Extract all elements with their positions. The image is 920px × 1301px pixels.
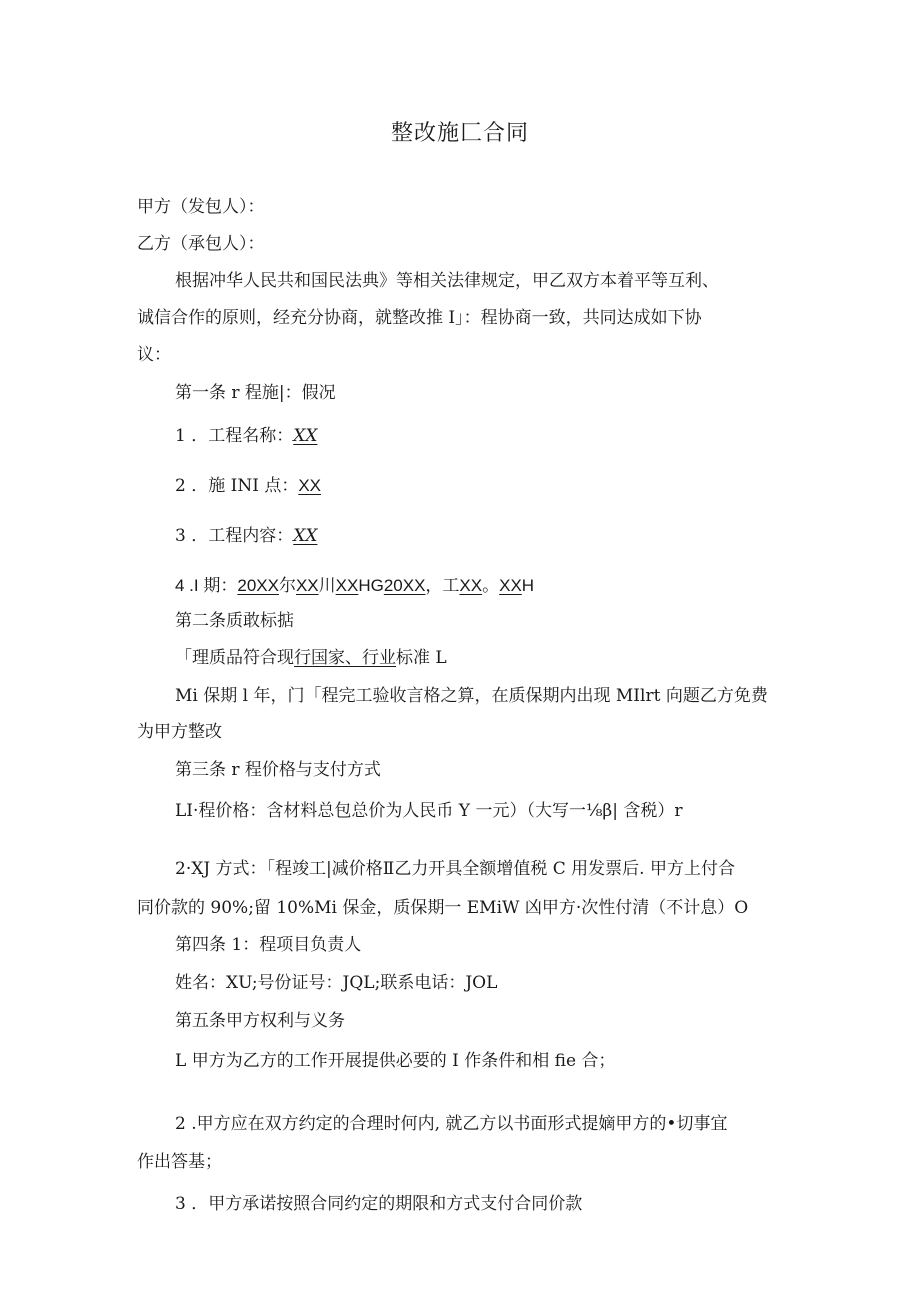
article-5-line-2: 2 .甲方应在双方约定的合理时何内, 就乙方以书面形式提嫡甲方的•切事宜 (175, 1114, 728, 1134)
article-1-heading: 第一条 r 程施|：假况 (175, 383, 336, 403)
article-3-line-1: LI·程价格：含材料总包总价为人民币 Y 一元）（大写一⅛β| 含税）r (175, 801, 683, 821)
party-b-line: 乙方（承包人）： (137, 234, 265, 254)
item-value: XX (293, 526, 318, 546)
article-5-line-3: 作出答基； (137, 1152, 222, 1172)
sep: ，工 (425, 576, 460, 595)
text-segment-underlined: 行国家、行业 (294, 648, 396, 668)
month-start: XX (295, 576, 319, 595)
sep: HG (358, 576, 384, 595)
article-1-item-3 (175, 525, 317, 547)
article-5-line-4: 3 ．甲方承诺按照合同约定的期限和方式支付合同价款 (175, 1194, 583, 1214)
article-3-line-2: 2·XJ 方式：「程竣工|减价格Ⅱ乙力开具全额增值税 C 用发票后. 甲方上付合 (175, 859, 735, 879)
sep: 。 (482, 576, 500, 595)
article-3-heading: 第三条 r 程价格与支付方式 (175, 760, 381, 780)
article-4-line-1: 姓名：XU;号份证号：JQL;联系电话：JOL (175, 973, 498, 993)
year-end: 20XX (383, 576, 426, 595)
item-label: 4 .I 期： (175, 576, 238, 595)
document-title: 整改施匚合同 (390, 121, 529, 146)
sep: H (521, 576, 535, 595)
article-2-line-1 (175, 647, 447, 669)
article-1-item-1 (175, 425, 317, 447)
article-5-heading: 第五条甲方权利与义务 (175, 1011, 345, 1031)
text-segment: 标准 L (396, 648, 447, 668)
article-1-item-4 (175, 575, 534, 597)
article-2-line-3: 为甲方整改 (137, 722, 222, 742)
month-end: XX (459, 576, 483, 595)
sep: 尔 (278, 576, 296, 595)
article-5-line-1: L 甲方为乙方的工作开展提供必要的 I 作条件和相 fie 合； (175, 1051, 616, 1071)
item-label: 3 ．工程内容： (175, 526, 294, 546)
item-label: 2 ．施 INI 点： (175, 476, 299, 496)
party-a-line: 甲方（发包人）： (137, 197, 265, 217)
intro-line-2: 诚信合作的原则，经充分协商，就整改推 I」：程协商一致，共同达成如下协 (137, 308, 702, 328)
text-segment: 「理质品符合现 (175, 648, 294, 668)
sep: 川 (318, 576, 336, 595)
item-value: XX (293, 426, 318, 446)
item-label: 1 ．工程名称： (175, 426, 294, 446)
article-1-item-2 (175, 475, 321, 497)
article-4-heading: 第四条 1：程项目负责人 (175, 935, 362, 955)
day-end: XX (499, 576, 522, 595)
intro-line-1: 根据冲华人民共和国民法典》等相关法律规定，甲乙双方本着平等互利、 (175, 271, 719, 291)
article-3-line-3: 同价款的 90%;留 10%Mi 保金，质保期一 EMiW 凶甲方·次性付清（不计息）O (137, 898, 749, 918)
year-start: 20XX (237, 576, 279, 595)
intro-line-3: 议： (137, 345, 171, 365)
article-2-line-2: Mi 保期 l 年，门「程完工验收言格之算，在质保期内出现 MIlrt 向题乙方免费 (175, 686, 768, 706)
day-start: XX (335, 576, 359, 595)
article-2-heading: 第二条质敢标掂 (175, 611, 294, 631)
item-value: XX (298, 476, 322, 495)
